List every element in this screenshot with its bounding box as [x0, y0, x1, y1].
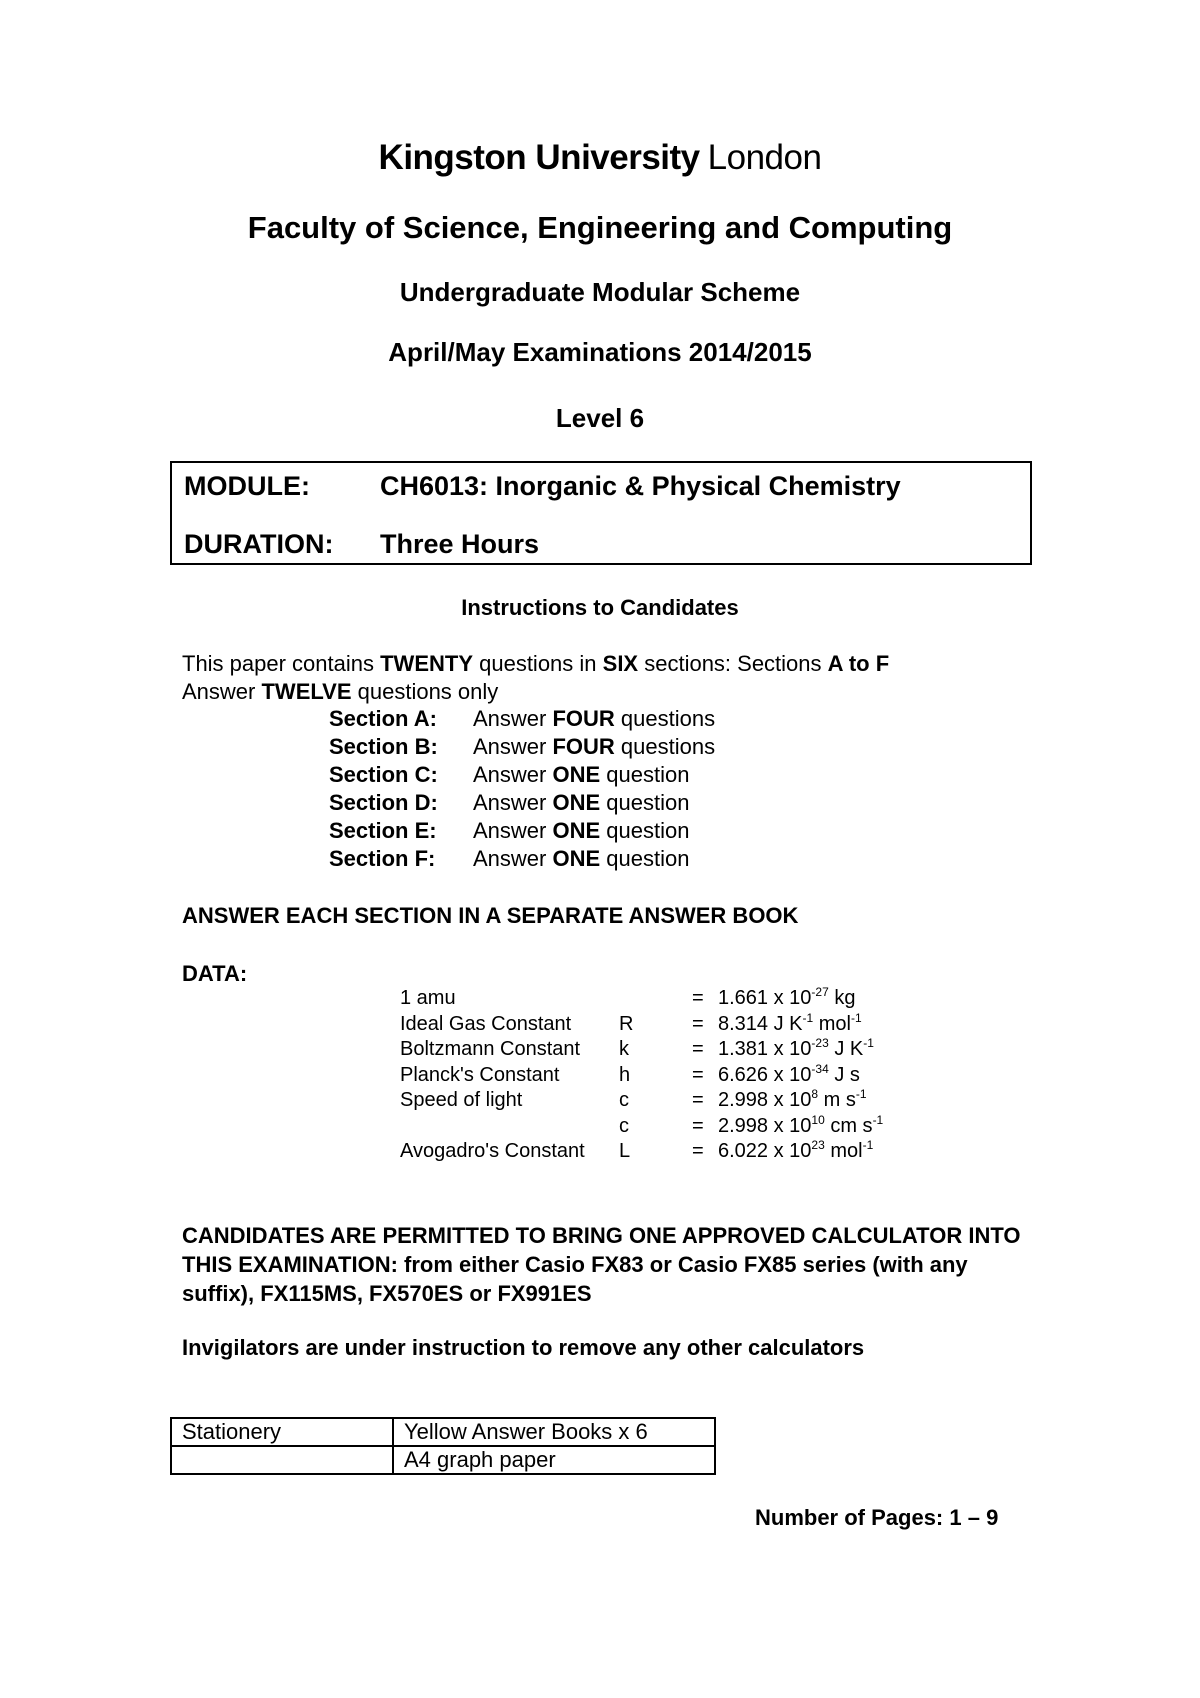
answer-each-notice: ANSWER EACH SECTION IN A SEPARATE ANSWER BOOK [182, 903, 799, 928]
unit-text: J s [828, 1063, 860, 1086]
text-segment: questions in [473, 651, 603, 676]
constant-value [718, 1010, 862, 1036]
section-label: Section A: [329, 706, 437, 731]
duration-value: Three Hours [380, 529, 540, 559]
value-text: 2.998 x 10 [718, 1114, 812, 1137]
duration-label: DURATION: [184, 529, 334, 559]
section-count: FOUR [552, 734, 615, 759]
constant-name: 1 amu [400, 987, 456, 1009]
logo-london: London [707, 138, 822, 177]
stationery-label: Stationery [171, 1418, 393, 1446]
section-count: ONE [552, 790, 601, 815]
section-instruction [473, 818, 689, 844]
invigilator-notice: Invigilators are under instruction to remove any other calculators [182, 1335, 865, 1360]
section-instruction [473, 846, 689, 872]
unit-text: mol [824, 1140, 863, 1162]
exponent: 10 [811, 1112, 825, 1127]
section-instruction [473, 706, 715, 732]
section-instruction [473, 790, 689, 816]
equals-sign: = [692, 1063, 704, 1086]
exponent: -1 [802, 1010, 814, 1025]
text-segment: Answer [473, 734, 553, 759]
section-label: Section C: [329, 762, 438, 787]
level-title: Level 6 [555, 403, 645, 433]
constant-symbol: L [619, 1140, 631, 1162]
section-count: SIX [602, 651, 639, 676]
text-segment: Answer [182, 679, 262, 704]
section-instruction [473, 734, 715, 760]
section-instruction [473, 762, 689, 788]
text-segment: questions [614, 706, 716, 731]
university-logo [0, 138, 1200, 178]
constant-name: Boltzmann Constant [400, 1038, 581, 1060]
exponent: 23 [811, 1138, 825, 1152]
text-segment: question [600, 846, 690, 871]
section-count: ONE [552, 762, 601, 787]
table-row [171, 1446, 715, 1474]
exponent: -27 [811, 985, 829, 999]
faculty-title: Faculty of Science, Engineering and Computing [247, 210, 953, 245]
section-count: ONE [552, 846, 601, 871]
stationery-item: A4 graph paper [393, 1446, 715, 1474]
text-segment: questions [614, 734, 716, 759]
exponent: -1 [872, 1112, 884, 1127]
module-label: MODULE: [184, 471, 310, 501]
unit-text: cm s [824, 1114, 873, 1137]
instructions-line-1 [182, 651, 889, 677]
exponent: -23 [811, 1036, 829, 1050]
logo-university-name: Kingston University [378, 138, 700, 177]
equals-sign: = [692, 1038, 704, 1060]
equals-sign: = [692, 1012, 704, 1035]
equals-sign: = [692, 1114, 704, 1137]
text-segment: question [600, 762, 690, 787]
constant-value [718, 987, 855, 1010]
exponent: -1 [855, 1087, 867, 1101]
stationery-item: Yellow Answer Books x 6 [393, 1418, 715, 1446]
value-text: 1.661 x 10 [718, 987, 812, 1009]
constant-value [718, 1061, 860, 1087]
calculator-notice: CANDIDATES ARE PERMITTED TO BRING ONE APPROVED CALCULATOR INTO THIS EXAMINATION: from either Casio FX83 or Casio FX85 series (with any suffix), FX115MS, FX570ES or FX991ES [182, 1223, 1021, 1306]
value-text: 2.998 x 10 [718, 1089, 812, 1111]
text-segment: Answer [473, 846, 553, 871]
instructions-title: Instructions to Candidates [461, 595, 739, 620]
constant-name: Avogadro's Constant [400, 1140, 585, 1162]
constant-symbol: h [619, 1063, 631, 1086]
exponent: -1 [863, 1036, 874, 1050]
text-segment: questions only [351, 679, 499, 704]
text-segment: Answer [473, 790, 553, 815]
constant-name: Planck's Constant [400, 1063, 560, 1086]
section-count: FOUR [552, 706, 615, 731]
text-segment: question [600, 818, 690, 843]
value-text: 1.381 x 10 [718, 1038, 812, 1060]
page-count: Number of Pages: 1 – 9 [755, 1505, 999, 1530]
constant-symbol: c [619, 1114, 629, 1137]
answer-count: TWELVE [261, 679, 352, 704]
constant-symbol: k [619, 1038, 629, 1060]
instructions-line-2 [182, 679, 498, 705]
exponent: -1 [862, 1138, 874, 1152]
section-label: Section F: [329, 846, 436, 871]
value-text: 8.314 J K [718, 1012, 803, 1035]
section-range: A to F [827, 651, 890, 676]
constant-value [718, 1112, 884, 1138]
equals-sign: = [692, 1089, 704, 1111]
constant-value [718, 1140, 873, 1163]
module-info-box [170, 461, 1032, 565]
data-heading: DATA: [182, 961, 248, 986]
constant-name: Ideal Gas Constant [400, 1012, 572, 1035]
text-segment: Answer [473, 706, 553, 731]
constant-value [718, 1089, 867, 1112]
unit-text: J K [828, 1038, 864, 1060]
value-text: 6.626 x 10 [718, 1063, 812, 1086]
unit-text: m s [818, 1089, 856, 1111]
equals-sign: = [692, 1140, 704, 1162]
section-label: Section B: [329, 734, 438, 759]
table-row [171, 1418, 715, 1446]
scheme-title: Undergraduate Modular Scheme [399, 277, 801, 307]
unit-text: kg [828, 987, 856, 1009]
constant-value [718, 1038, 874, 1061]
exponent: 8 [811, 1087, 819, 1101]
text-segment: Answer [473, 762, 553, 787]
constant-symbol: c [619, 1089, 629, 1111]
empty-cell [171, 1446, 393, 1474]
text-segment: Answer [473, 818, 553, 843]
exponent: -1 [850, 1010, 862, 1025]
section-count: ONE [552, 818, 601, 843]
module-value: CH6013: Inorganic & Physical Chemistry [380, 471, 901, 501]
constant-name: Speed of light [400, 1089, 523, 1111]
text-segment: sections: Sections [638, 651, 828, 676]
section-label: Section E: [329, 818, 437, 843]
section-label: Section D: [329, 790, 438, 815]
constant-symbol: R [619, 1012, 634, 1035]
stationery-table [170, 1417, 716, 1475]
question-count: TWENTY [380, 651, 473, 676]
equals-sign: = [692, 987, 704, 1009]
value-text: 6.022 x 10 [718, 1140, 812, 1162]
text-segment: question [600, 790, 690, 815]
exam-session: April/May Examinations 2014/2015 [388, 337, 812, 367]
exponent: -34 [811, 1061, 829, 1076]
unit-text: mol [813, 1012, 851, 1035]
text-segment: This paper contains [182, 651, 381, 676]
